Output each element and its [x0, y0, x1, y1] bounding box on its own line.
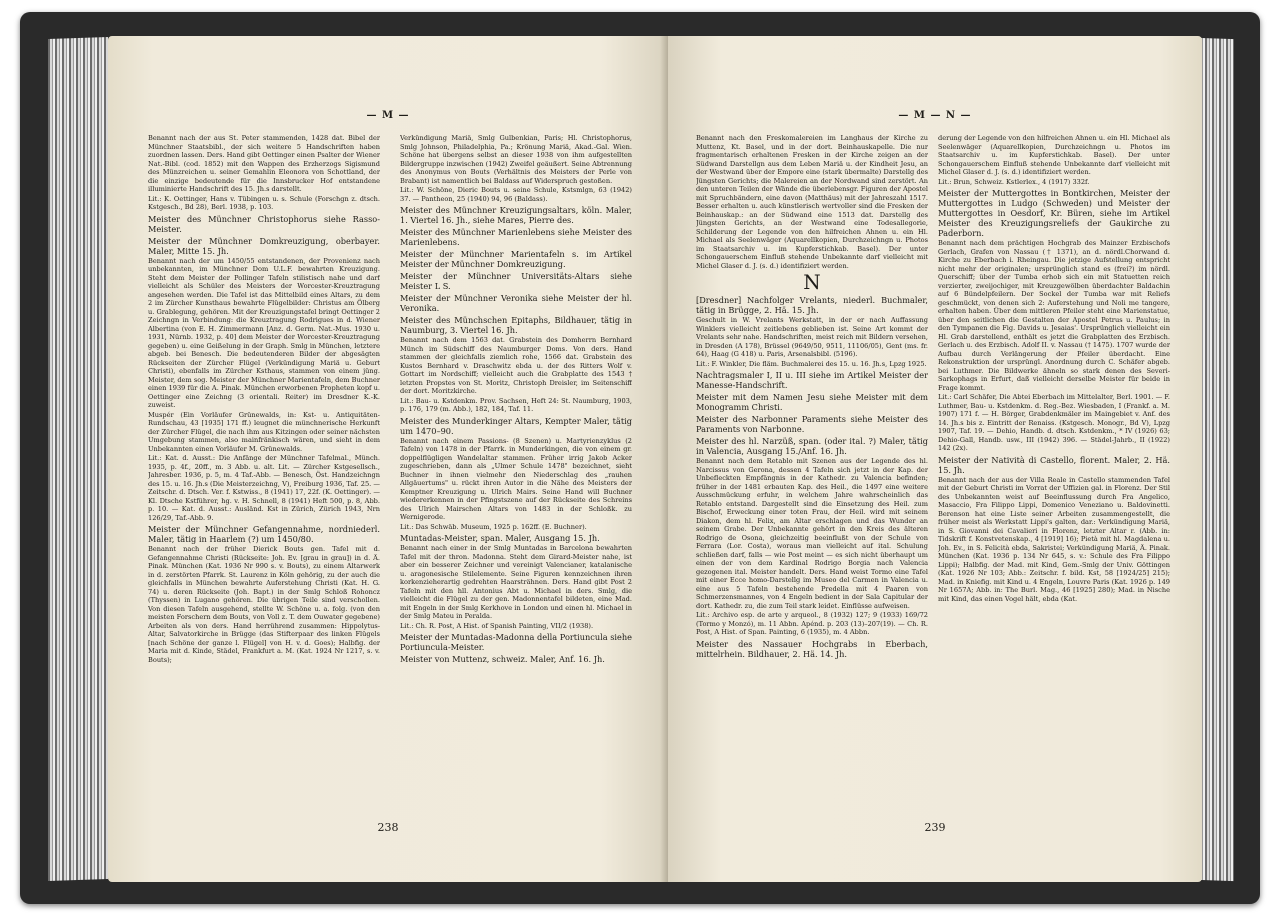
- entry-text: Benannt nach den Freskomalereien im Langhaus der Kirche zu Muttenz, Kt. Basel, und in der dort. Beinhauskapelle. Die nur fragmentarisch erhaltenen Fresken in der Kirche zeigen an der Südwand Darstellgn aus dem Leben Mariä u. der Kindheit Jesu, an der Westwand über der Empore eine (stark übermalte) Darstellg des Jüngsten Gerichts; die Malereien an der Nordwand sind zerstört. An den unteren Teilen der Wände die überlebensgr. Figuren der Apostel mit Spruchbändern, eine davon (Matthäus) mit der Jahreszahl 1517. Besser erhalten u. auch künstlerisch wertvoller sind die Fresken der Beinhauskap.: an der Südwand eine 1513 dat. Darstellg des Jüngsten Gerichts, an der Westwand eine Todesallegorie, Schilderung der Legende von den hilfreichen Ahnen u. ein Hl. Michael als Seelenwäger (Aquarellkopien, Durchzeichngn u. Photos im Staatsarchiv u. im Kupferstichkab. Basel). Der unter Schongauerschem Einfluß stehende Unbekannte darf vielleicht mit Michel Glaser d. J. (s. d.) identifiziert werden.: [696, 134, 928, 270]
- entry-text: Benannt nach dem prächtigen Hochgrab des Mainzer Erzbischofs Gerlach, Grafen von Nassau († 1371), an d. nördl.Chorwand d. Kirche zu Eberbach i. Rheingau. Die jetzige Aufstellung entspricht nicht mehr der originalen; ursprünglich stand es (frei?) im nördl. Querschiff; über der Tumba erhob sich ein mit Statuetten reich verzierter, zweijochiger, mit Kreuzgewölben überdachter Baldachin auf 6 Bündelpfeilern. Der Sockel der Tumba war mit Reliefs geschmückt, von denen sich 2: Auferstehung und Noli me tangere, erhalten haben. Über dem mittleren Pfeiler steht eine Marienstatue, über den seitlichen die Gestalten der Apostel Petrus u. Paulus; in den Tympanen die Fig. Davids u. Jesaias'. Ursprünglich vielleicht ein Hl. Grab darstellend, enthält es jetzt die Grabplatten des Erzbisch. Gerlach u. des Erzbisch. Adolf II. v. Nassau († 1475). 1707 wurde der Aufbau durch Verlängerung der Pfeiler überdacht. Eine Rekonstruktion der ursprüngl. Anordnung durch C. Schäfer abgeb. bei Luthmer. Die Bildwerke ähneln so stark denen des Severi-Sarkophags in Erfurt, daß vielleicht derselbe Meister für beide in Frage kommt.: [938, 239, 1170, 392]
- entry-text: Benannt nach einer in der Smlg Muntadas in Barcelona bewahrten Tafel mit der thron. Madonna. Steht dem Girard-Meister nahe, ist aber ein besserer Zeichner und vereinigt Valencianer, katalanische u. aragonesische Stilelemente. Seine Figuren kennzeichnen ihren korkenzieherartig gedrehten Haarsträhnen. Ders. Hand gibt Post 2 Tafeln mit den hll. Antonius Abt u. Michael in ders. Smlg, die vielleicht die Flügel zu der gen. Madonnentafel bildeten, eine Mad. mit Engeln in der Smlg Kerkhove in London und einen hl. Michael in der Smlg Mateu in Peralda.: [400, 544, 632, 620]
- entry-heading: Meister mit dem Namen Jesu siehe Meister mit dem Monogramm Christi.: [696, 392, 928, 412]
- left-running-header: — M —: [366, 110, 410, 121]
- entry-heading: Meister des Münchner Kreuzigungsaltars, köln. Maler, 1. Viertel 16. Jh., siehe Mares, Pierre des.: [400, 205, 632, 225]
- entry-text: Lit.: W. Schöne, Dieric Bouts u. seine Schule, Kstsmlgn, 63 (1942) 37. — Pantheon, 25 (1940) 94, 96 (Baldass).: [400, 186, 632, 203]
- entry-heading: Meister der Münchner Gefangennahme, nordniederl. Maler, tätig in Haarlem (?) um 1450/80.: [148, 524, 380, 544]
- entry-heading: Meister des Münchschen Epitaphs, Bildhauer, tätig in Naumburg, 3. Viertel 16. Jh.: [400, 315, 632, 335]
- entry-text: Benannt nach der um 1450/55 entstandenen, der Provenienz nach unbekannten, im Münchner Dom U.L.F. bewahrten Kreuzigung. Steht dem Meister der Pollinger Tafeln stilistisch nahe und darf vielleicht als Schüler des Meisters der Worcester-Kreuztragung angesehen werden. Die Tafel ist das Mittelbild eines Altars, zu dem 2 im Zürcher Kunsthaus bewahrte Flügelbilder: Christus am Ölberg u. Grablegung, gehören. Mit der Kreuzigungstafel bringt Oettinger 2 Zeichngn in Verbindung: die Kreuztragung Rodrigues in d. Wiener Albertina (von E. H. Zimmermann [Anz. d. Germ. Nat.-Mus. 1930 u. 1931, Nürnb. 1932, p. 40] dem Meister der Worcester-Kreuztragung gegeben) u. eine Geißelung in der Graph. Smlg in München, letztere abgeb. bei Benesch. Die bedeutenderen Bilder der abgesägten Rückseiten der Zürcher Flügel (Verkündigung Mariä u. Geburt Christi), ebenfalls im Zürcher Ksthaus, stammen von einem jüng. Meister, dem sog. Meister der Münchner Marientafeln, dem Buchner einen 1939 für die A. Pinak. München erworbenen Propheten kopf u. Oettinger eine Zeichng (3 orientali. Reiter) im Dresdner K.-K. zuweist.: [148, 256, 380, 409]
- entry-heading: Meister der Münchner Veronika siehe Meister der hl. Veronika.: [400, 293, 632, 313]
- entry-heading: Meister des Münchner Christophorus siehe Rasso-Meister.: [148, 213, 380, 234]
- left-page-number: 238: [377, 821, 399, 834]
- entry-heading: Meister des Munderkinger Altars, Kempter Maler, tätig um 1470–90.: [400, 415, 632, 436]
- left-page-edges: [48, 37, 108, 881]
- right-page-number: 239: [924, 821, 946, 834]
- entry-text: Geschult in W. Vrelants Werkstatt, in der er nach Auffassung Winklers vielleicht zeitlebens geblieben ist. Seine Art kommt der Vrelants sehr nahe. Handschriften, meist reich mit Bildern versehen, in Dresden (A 178), Brüssel (9649/50, 9511, 11106/05), Gent (ms. fr. 64), Haag (G 418) u. Paris, Arsenalsbibl. (5196).: [696, 316, 928, 358]
- right-running-header: — M — N —: [898, 110, 972, 121]
- entry-text: Lit.: Kat. d. Ausst.: Die Anfänge der Münchner Tafelmal., Münch. 1935, p. 4f., 20ff., m. 3 Abb. u. alt. Lit. — Zürcher Kstgesellsch., Jahresber. 1936, p. 5, m. 4 Taf.-Abb. — Benesch, Öst. Handzeichngn des 15. u. 16. Jh.s (Die Meisterzeichng, V), Freiburg 1936, Taf. 25. — Zeitschr. d. Dtsch. Ver. f. Kstwiss., 8 (1941) 17, 22f. (K. Oettinger). — Kl. Dtsche Kstführer, hg. v. H. Schnell, 8 (1941) Heft 500, p. 8, Abb. p. 10. — Kat. d. Ausst.: Ausländ. Kst in Zürich, Zürich 1943, Nrn 126/29, Taf.-Abb. 9.: [148, 454, 380, 522]
- entry-heading: [Dresdner] Nachfolger Vrelants, niederl. Buchmaler, tätig in Brügge, 2. Hä. 15. Jh.: [696, 295, 928, 315]
- entry-text: Benannt nach der früher Dierick Bouts gen. Tafel mit d. Gefangennahme Christi (Rückseite: Joh. Ev. [grau in grau]) in d. Ä. Pinak. München (Kat. 1936 Nr 990 s. v. Bouts), zu einem Altarwerk in d. zerstörten Pfarrk. St. Laurenz in Köln gehörig, zu der auch die gleichfalls in München bewahrte Auferstehung Christi (Kat. H. G. 74) u. deren Rückseite (Joh. Bapt.) in der Smlg Schloß Rohoncz (Thyssen) in Lugano gehören. Die übrigen Teile sind verschollen. Von diesen Tafeln ausgehend, stellte W. Schöne u. a. folg. (von den meisten Forschern dem Bouts, von Voll z. T. dem Ouwater gegebene) Arbeiten als von ders. Hand herrührend zusammen: Hippolytus-Altar, Salvatorkirche in Brügge (das Stifterpaar des linken Flügels [nach Schöne der ganze l. Flügel] von H. v. d. Goes); Halbfig. der Maria mit d. Kinde, Städel, Frankfurt a. M. (Kat. 1924 Nr 1217, s. v. Bouts);: [148, 545, 380, 664]
- entry-text: Lit.: Carl Schäfer, Die Abtei Eberbach im Mittelalter, Berl. 1901. — F. Luthmer, Bau- u. Kstdenkm. d. Reg.-Bez. Wiesbaden, I (Frankf. a. M. 1907) 171 f. — H. Börger, Grabdenkmäler im Maingebiet v. Anf. des 14. Jh.s bis z. Eintritt der Renaiss. (Kstgesch. Monogr., Bd V), Lpzg 1907, Taf. 19. — Dehio, Handb. d. dtsch. Kstdenkm., * IV (1926) 63; Dehio-Gall, Handb. usw., III (1942) 396. — Städel-Jahrb., II (1922) 142 (2x).: [938, 393, 1170, 452]
- entry-text: derung der Legende von den hilfreichen Ahnen u. ein Hl. Michael als Seelenwäger (Aquarellkopien, Durchzeichngn u. Photos im Staatsarchiv u. im Kupferstichkab. Basel). Der unter Schongauerschem Einfluß stehende Unbekannte darf vielleicht mit Michel Glaser d. J. (s. d.) identifiziert werden.: [938, 134, 1170, 176]
- entry-text: Lit.: Bau- u. Kstdenkm. Prov. Sachsen, Heft 24: St. Naumburg, 1903, p. 176, 179 (m. Abb.), 182, 184, Taf. 11.: [400, 396, 632, 413]
- entry-text: Lit.: Archivo esp. de arte y arqueol., 8 (1932) 127; 9 (1933) 169/72 (Tormo y Monzó), m. 11 Abbn. Apénd. p. 203 (13)–207(19). — Ch. R. Post, A Hist. of Span. Painting, 6 (1935), m. 4 Abbn.: [696, 611, 928, 636]
- right-page: [668, 36, 1202, 882]
- left-page: [108, 36, 668, 882]
- entry-text: Lit.: Das Schwäb. Museum, 1925 p. 162ff. (E. Buchner).: [400, 522, 587, 531]
- entry-heading: Nachtragsmaler I, II u. III siehe im Artikel Meister der Manesse-Handschrift.: [696, 370, 928, 390]
- entry-text: Muspér (Ein Vorläufer Grünewalds, in: Kst- u. Antiquitäten-Rundschau, 43 [1935] 171 ff.) leugnet die münchnerische Herkunft der Zürcher Flügel, die nach ihm aus Kitzingen oder seiner nächsten Umgebung stammen, also mainfränkisch wären, und sieht in dem Unbekannten einen Vorläufer M. Grünewalds.: [148, 410, 380, 453]
- book: [20, 12, 1260, 904]
- right-column-2: [938, 134, 1170, 824]
- entry-heading: Meister der Münchner Marientafeln s. im Artikel Meister der Münchner Domkreuzigung.: [400, 249, 632, 269]
- entry-text: Benannt nach der aus der Villa Reale in Castello stammenden Tafel mit der Geburt Christi im Vorrat der Uffizien gal. in Florenz. Der Stil des Unbekannten weist auf Beeinflussung durch Fra Angelico, Masaccio, Fra Filippo Lippi, Domenico Veneziano u. Baldovinetti. Berenson hat eine Liste seiner Arbeiten zusammengestellt, die früher meist als Werkstatt Lippi's galten, dar.: Verkündigung Mariä, in S. Giovanni dei Cavalieri in Florenz, letzter Altar r. (Abb. in: Tidskrift f. Konstvetenskap., 4 [1919] 16); Pietà mit hl. Magdalena u. Joh. Ev., in S. Felicità ebda, Sakristei; Verkündigung Mariä, Ä. Pinak. München (Kat. 1936 p. 134 Nr 645, s. v.: Schule des Fra Filippo Lippi); Halbfig. der Mad. mit Kind, Gem.-Smlg der Univ. Göttingen (Kat. 1926 Nr 103; Abb.: Zeitschr. f. bild. Kst, 58 [1924/25] 215); Mad. in Kniefig. mit Kind u. 4 Engeln, Louvre Paris (Kat. 1926 p. 149 Nr 1657A; Abb. in: The Burl. Mag., 46 [1925] 280); Mad. in Nische mit Kind, das einen Vogel hält, ebda (Kat.: [938, 475, 1170, 603]
- section-letter: N: [803, 270, 821, 294]
- entry-text: Lit.: Brun, Schweiz. Kstlerlex., 4 (1917) 332f.: [938, 177, 1090, 186]
- entry-heading: Meister der Muntadas-Madonna della Portiuncula siehe Portiuncula-Meister.: [400, 632, 632, 652]
- entry-heading: Meister der Münchner Universitäts-Altars siehe Meister L S.: [400, 271, 632, 291]
- entry-text: Benannt nach einem Passions- (8 Szenen) u. Martyrienzyklus (2 Tafeln) von 1478 in der Pfarrk. in Munderkingen, die von einem gr. doppelflügligen Wandelaltar stammen. Früher irrig Jakob Acker zugeschrieben, dann als „Ulmer Schule 1478" bezeichnet, sieht Buchner in ihnen vielmehr den Niederschlag des „rauhen Allgäuertums" u. rückt ihren Autor in die Nähe des Meisters der Kemptner Kreuzigung u. Ulrich Mairs. Seine Hand will Buchner wiedererkennen in der Pfingstszene auf der Rückseite des Schreins des Ulrich Mairschen Altars von 1483 in der Schloßk. zu Wernigerode.: [400, 436, 632, 521]
- left-column-2: [400, 134, 632, 824]
- entry-heading: Meister des Narbonner Paraments siehe Meister des Paraments von Narbonne.: [696, 414, 928, 434]
- entry-heading: Meister der Muttergottes in Bontkirchen, Meister der Muttergottes in Ludgo (Schweden) und Meister der Muttergottes in Oesdorf, Kr. Büren, siehe im Artikel Meister des Kreuzigungsreliefs der Gaukirche zu Paderborn.: [938, 188, 1170, 238]
- entry-text: Benannt nach dem 1563 dat. Grabstein des Domherrn Bernhard Münch im Südschiff des Naumburger Doms. Von ders. Hand stammen der gleichfalls ziemlich rohe, 1566 dat. Grabstein des Kustos Bernhard v. Draschwitz ebda u. der des Ritters Wolf v. Gottart im Nordschiff; vielleicht auch die Grabplatte des 1543 † letzten Propstes von St. Moritz, Christoph Dreisler, im Seitenschiff der dort. Moritzkirche.: [400, 336, 632, 395]
- entry-heading: Meister der Münchner Domkreuzigung, oberbayer. Maler, Mitte 15. Jh.: [148, 235, 380, 256]
- left-column-1: [148, 134, 380, 824]
- entry-text: Benannt nach dem Retablo mit Szenen aus der Legende des hl. Narcissus von Gerona, dessen 4 Tafeln sich jetzt in der Kap. der Unbefleckten Empfängnis in der Kathedr. zu Valencia befinden; früher in der 1481 erbauten Kap. des Heil., die 1497 eine weitere Ausschmückung erfuhr, in welchem Jahre wahrscheinlich das Retablo entstand. Dargestellt sind die Einsetzung des Heil. zum Bischof, Erweckung einer toten Frau, der Heil. wird mit seinem Diakon, dem hl. Felix, am Altar erschlagen und das Wunder an seinem Grabe. Der Unbekannte gehört in den Kreis des älteren Rodrigo de Osona, gleichzeitig beeinflußt von der Schule von Ferrara (Lor. Costa), woraus man vielleicht auf ital. Schulung schließen darf, falls — wie Post meint — es sich nicht überhaupt um einen der von dem Kardinal Rodrigo Borgia nach Valencia gezogenen ital. Meister handelt. Ders. Hand weist Tormo eine Tafel mit einer Ecce homo-Darstellg im Museo del Carmen in Valencia u. eine aus 5 Tafeln bestehende Predella mit 4 Paaren von Schmerzensmannes, von 4 Engeln bedient in der Sala Capitular der dort. Kathedr. zu, die zum Teil stark leidet. Einflüsse aufweisen.: [696, 457, 928, 610]
- entry-text: Lit.: Ch. R. Post, A Hist. of Spanish Painting, VII/2 (1938).: [400, 621, 594, 630]
- entry-text: Lit.: K. Oettinger, Hans v. Tübingen u. s. Schule (Forschgn z. dtsch. Kstgesch., Bd 28), Berl. 1938, p. 103.: [148, 194, 380, 211]
- entry-text: Benannt nach der aus St. Peter stammenden, 1428 dat. Bibel der Münchner Staatsbibl., der sich weitere 5 Handschriften haben zuordnen lassen. Ders. Hand gibt Oettinger einen Psalter der Wiener Nat.-Bibl. (cod. 1852) mit den Wappen des Erzherzogs Sigismund des Münzreichen u. seiner Gemahlin Eleonora von Schottland, der die einzige bedeutende für die Innsbrucker Hof entstandene illuminierte Handschrift des 15. Jh.s darstellt.: [148, 134, 380, 193]
- entry-heading: Meister des Nassauer Hochgrabs in Eberbach, mittelrhein. Bildhauer, 2. Hä. 14. Jh.: [696, 638, 928, 659]
- entry-heading: Muntadas-Meister, span. Maler, Ausgang 15. Jh.: [400, 533, 600, 543]
- entry-text: Verkündigung Mariä, Smlg Gulbenkian, Paris; Hl. Christophorus, Smlg Johnson, Philadelphia, Pa.; Krönung Mariä, Akad.-Gal. Wien. Schöne hat übergens selbst an dieser 1938 von ihm aufgestellten Bildergruppe inzwischen (1942) Zweifel geäußert. Seine Abtrennung des Anonymus von Bouts (Verhältnis des Meisters der Perle von Brabant) ist namentlich bei Baldass auf Widerspruch gestoßen.: [400, 134, 632, 185]
- entry-heading: Meister der Natività di Castello, florent. Maler, 2. Hä. 15. Jh.: [938, 454, 1170, 475]
- entry-text: Lit.: F. Winkler, Die fläm. Buchmalerei des 15. u. 16. Jh.s, Lpzg 1925.: [696, 359, 927, 368]
- right-column-1: [696, 134, 928, 824]
- entry-heading: Meister des hl. Narzüß, span. (oder ital. ?) Maler, tätig in Valencia, Ausgang 15./Anf. 16. Jh.: [696, 436, 928, 456]
- entry-heading: Meister des Münchner Marienlebens siehe Meister des Marienlebens.: [400, 227, 632, 247]
- entry-heading: Meister von Muttenz, schweiz. Maler, Anf. 16. Jh.: [400, 654, 605, 664]
